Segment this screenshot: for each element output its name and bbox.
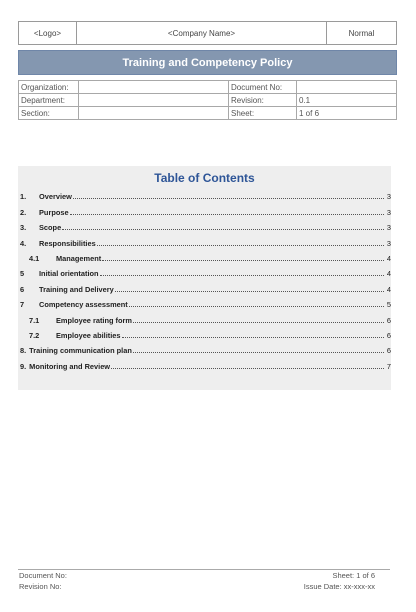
meta-value: 1 of 6	[297, 107, 397, 120]
toc-entry[interactable]	[20, 186, 391, 201]
footer-revision-no: Revision No:	[19, 582, 62, 591]
toc-dot-leader	[129, 306, 384, 307]
meta-label: Section:	[19, 107, 79, 120]
toc-entry-page: 3	[386, 192, 391, 202]
toc-entry-page: 6	[386, 315, 391, 325]
classification-label: Normal	[348, 28, 375, 38]
toc-entry-number: 3.	[20, 223, 27, 233]
toc-entry-page: 3	[386, 223, 391, 233]
toc-entry-page: 6	[386, 346, 391, 356]
header-table	[18, 21, 397, 45]
toc-entry-page: 3	[386, 238, 391, 248]
toc-entry[interactable]	[20, 294, 391, 309]
toc-dot-leader	[133, 322, 384, 323]
meta-row	[19, 94, 397, 107]
toc-dot-leader	[133, 352, 384, 353]
meta-value: 0.1	[297, 94, 397, 107]
toc-entry-number: 7	[20, 300, 25, 310]
footer-sheet: Sheet: 1 of 6	[332, 571, 375, 580]
meta-label: Document No:	[229, 81, 297, 94]
toc-entry-label: Training communication plan	[29, 346, 132, 356]
toc-dot-leader	[97, 245, 384, 246]
toc-entry-page: 4	[386, 269, 391, 279]
toc-entry[interactable]	[20, 340, 391, 355]
toc-entry-number: 9.	[20, 361, 27, 371]
meta-value	[79, 107, 229, 120]
toc-entry-label: Scope	[39, 223, 62, 233]
toc-dot-leader	[73, 198, 384, 199]
toc-entry-page: 3	[386, 207, 391, 217]
toc-entry-label: Competency assessment	[39, 300, 128, 310]
meta-value	[79, 81, 229, 94]
toc-entry-page: 5	[386, 300, 391, 310]
toc-entry[interactable]	[20, 355, 391, 370]
toc-entry-number: 4.	[20, 238, 27, 248]
toc-entry-number: 4.1	[29, 253, 40, 263]
toc-entry[interactable]	[20, 201, 391, 216]
toc-dot-leader	[111, 368, 384, 369]
toc-entry-label: Employee rating form	[56, 315, 132, 325]
toc-dot-leader	[70, 214, 384, 215]
toc-dot-leader	[62, 229, 384, 230]
meta-label: Organization:	[19, 81, 79, 94]
toc-entry-page: 7	[386, 361, 391, 371]
meta-label: Revision:	[229, 94, 297, 107]
toc-entry[interactable]	[20, 232, 391, 247]
meta-label: Department:	[19, 94, 79, 107]
toc-entry-page: 4	[386, 253, 391, 263]
logo-placeholder: <Logo>	[19, 22, 77, 44]
toc-dot-leader	[102, 260, 384, 261]
toc-entry[interactable]	[20, 309, 391, 324]
toc-entry-number: 8.	[20, 346, 27, 356]
document-title: Training and Competency Policy	[18, 50, 397, 75]
meta-value	[297, 81, 397, 94]
toc-entry[interactable]	[20, 248, 391, 263]
toc-entry-label: Employee abilities	[56, 330, 121, 340]
meta-label: Sheet:	[229, 107, 297, 120]
footer-issue-date: Issue Date: xx-xxx-xx	[303, 582, 375, 591]
toc-entry-label: Management	[56, 253, 102, 263]
toc-entry-number: 6	[20, 284, 25, 294]
meta-value	[79, 94, 229, 107]
toc-entry-label: Monitoring and Review	[29, 361, 111, 371]
company-name: <Company Name>	[77, 22, 327, 44]
toc-entry-number: 7.1	[29, 315, 40, 325]
table-of-contents	[18, 166, 391, 390]
toc-entry-label: Purpose	[39, 207, 69, 217]
toc-dot-leader	[122, 337, 385, 338]
toc-dot-leader	[115, 291, 384, 292]
footer-document-no: Document No:	[19, 571, 67, 580]
toc-title: Table of Contents	[154, 171, 255, 185]
toc-entry-label: Overview	[39, 192, 72, 202]
meta-row	[19, 107, 397, 120]
toc-dot-leader	[100, 275, 384, 276]
toc-entry-number: 7.2	[29, 330, 40, 340]
toc-entry-number: 1.	[20, 192, 27, 202]
meta-row	[19, 81, 397, 94]
toc-entry-label: Initial orientation	[39, 269, 99, 279]
toc-entry[interactable]	[20, 325, 391, 340]
toc-entry-label: Training and Delivery	[39, 284, 114, 294]
toc-entry-number: 2.	[20, 207, 27, 217]
toc-list	[20, 186, 391, 371]
toc-entry[interactable]	[20, 217, 391, 232]
toc-entry[interactable]	[20, 278, 391, 293]
footer-divider	[18, 569, 390, 570]
toc-entry-number: 5	[20, 269, 25, 279]
toc-entry[interactable]	[20, 263, 391, 278]
toc-entry-page: 4	[386, 284, 391, 294]
toc-entry-label: Responsibilities	[39, 238, 96, 248]
toc-entry-page: 6	[386, 330, 391, 340]
document-meta-table	[18, 80, 397, 120]
